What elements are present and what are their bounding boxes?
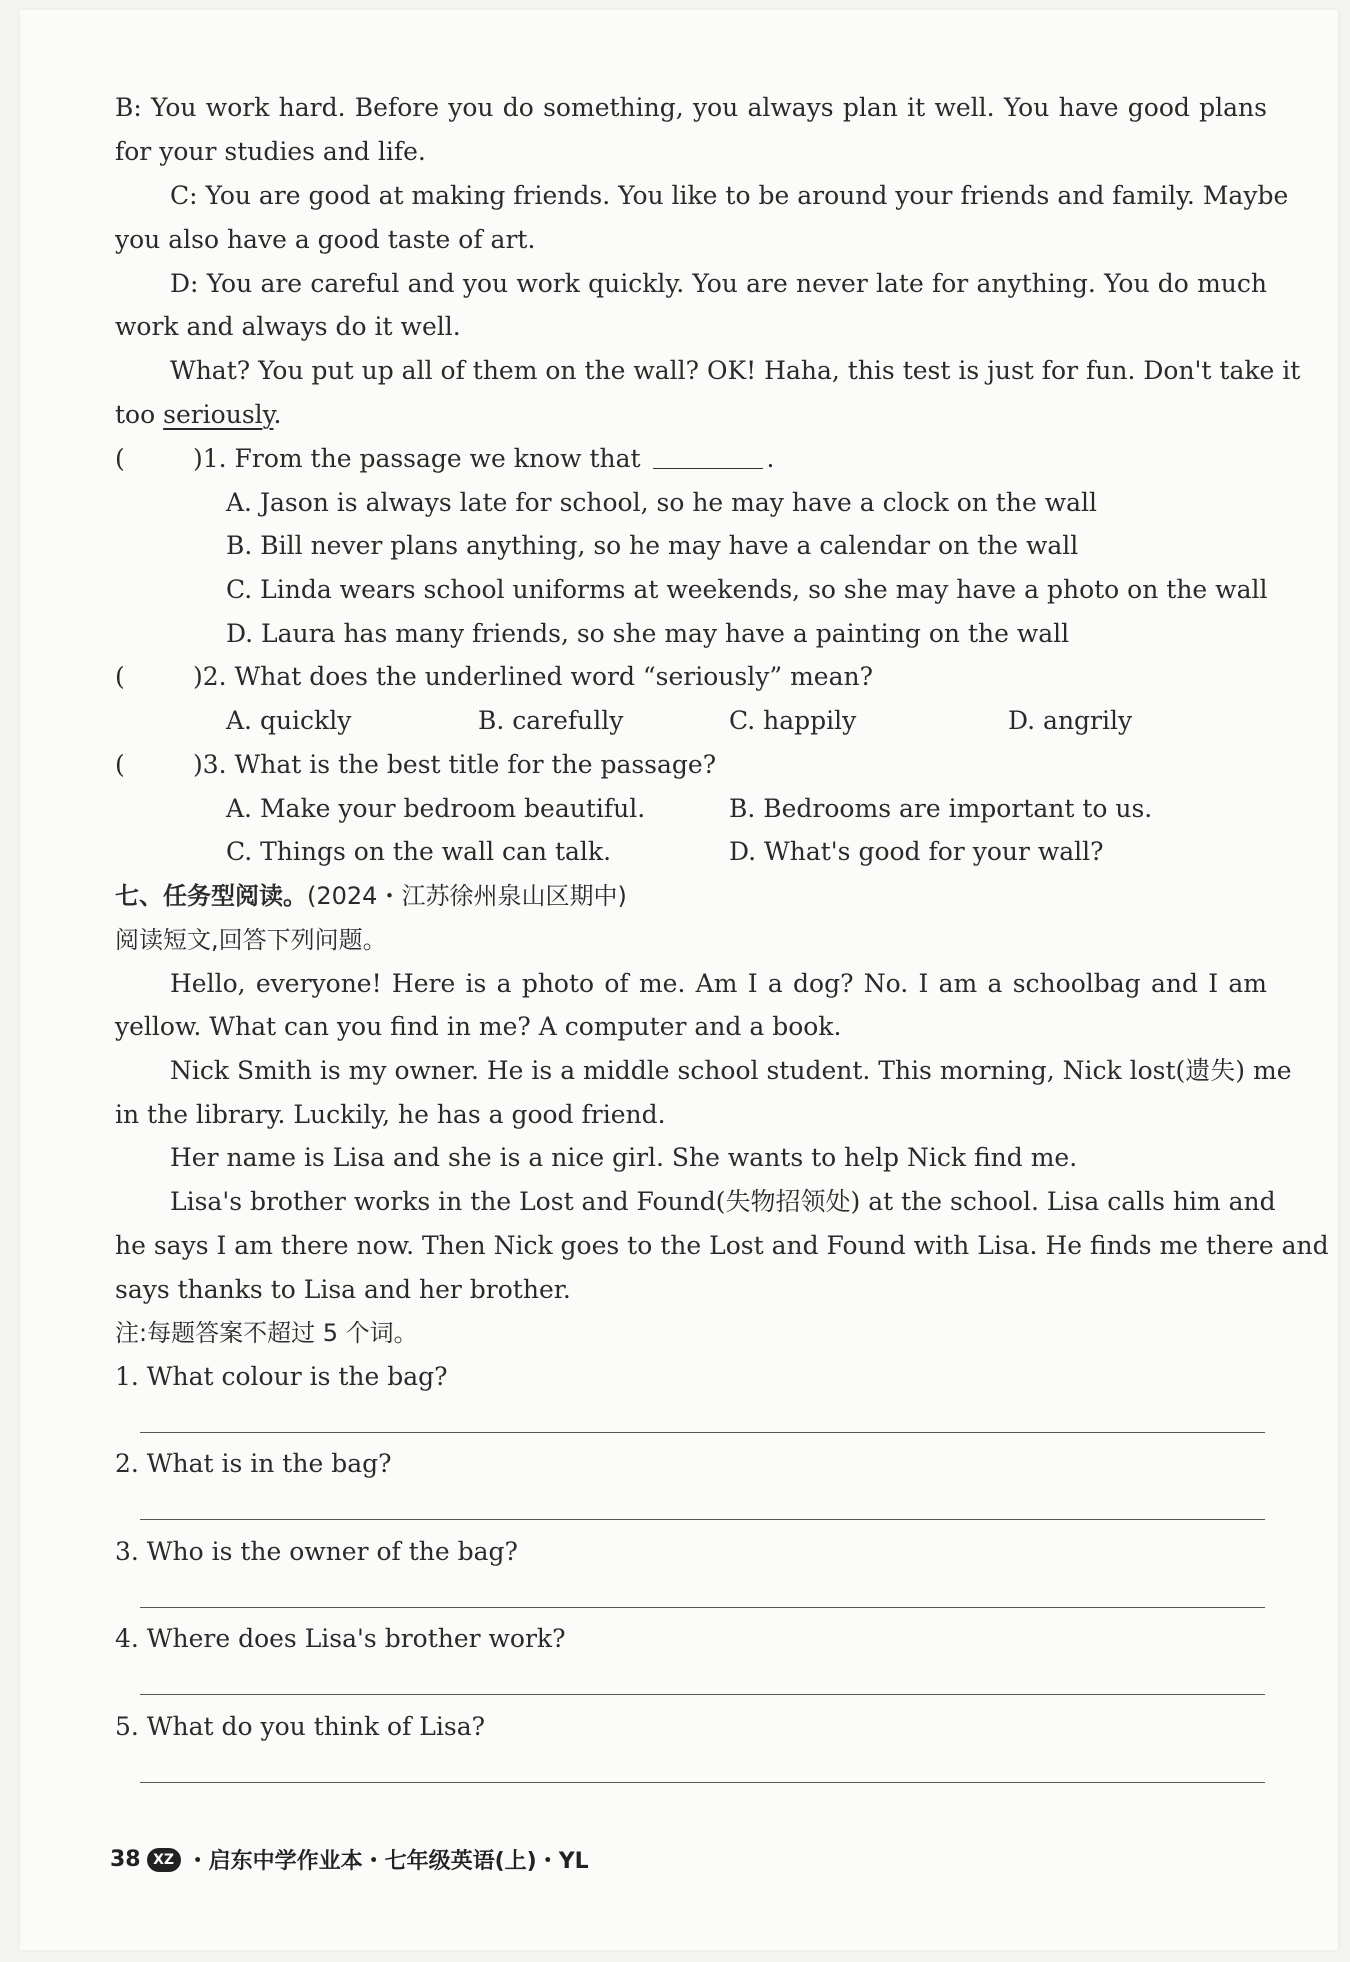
q2-option-d: D. angrily (1008, 706, 1133, 735)
question-3: ( )3. What is the best title for the passage? (115, 750, 717, 779)
q1-option-d: D. Laura has many friends, so she may have a painting on the wall (226, 619, 1070, 648)
underlined-word: seriously (163, 400, 274, 429)
story-p4-line1: Lisa's brother works in the Lost and Found(失物招领处) at the school. Lisa calls him and (170, 1187, 1276, 1216)
q3-option-d: D. What's good for your wall? (729, 837, 1104, 866)
book-title: ・启东中学作业本・七年级英语(上)・YL (186, 1849, 589, 1874)
passage-c-line2: you also have a good taste of art. (115, 225, 536, 254)
short-question-4: 4. Where does Lisa's brother work? (115, 1624, 566, 1653)
answer-line-2[interactable] (140, 1519, 1265, 1520)
passage-d-line1: D: You are careful and you work quickly. You are never late for anything. You do much (170, 269, 1267, 298)
story-p2-line1: Nick Smith is my owner. He is a middle school student. This morning, Nick lost(遗失) me (170, 1056, 1292, 1085)
story-p4-line3: says thanks to Lisa and her brother. (115, 1275, 571, 1304)
q3-option-b: B. Bedrooms are important to us. (729, 794, 1153, 823)
passage-b-line1: B: You work hard. Before you do something, you always plan it well. You have good plans (115, 93, 1267, 122)
q1-option-c: C. Linda wears school uniforms at weekends, so she may have a photo on the wall (226, 575, 1268, 604)
answer-line-3[interactable] (140, 1607, 1265, 1608)
short-question-2: 2. What is in the bag? (115, 1449, 392, 1478)
answer-line-4[interactable] (140, 1694, 1265, 1695)
question-2: ( )2. What does the underlined word “seriously” mean? (115, 662, 873, 691)
story-p1-line2: yellow. What can you find in me? A computer and a book. (115, 1012, 842, 1041)
q3-option-c: C. Things on the wall can talk. (226, 837, 612, 866)
q2-option-c: C. happily (729, 706, 857, 735)
answer-paren[interactable]: ( (115, 750, 125, 779)
short-question-3: 3. Who is the owner of the bag? (115, 1537, 518, 1566)
passage-c-line1: C: You are good at making friends. You like to be around your friends and family. Maybe (170, 181, 1289, 210)
page-number: 38 (110, 1847, 141, 1872)
page-footer (110, 1844, 589, 1875)
answer-blank[interactable] (653, 445, 763, 469)
section-instruction: 阅读短文,回答下列问题。 (115, 926, 387, 954)
passage-what-line1: What? You put up all of them on the wall? OK! Haha, this test is just for fun. Don't take it (170, 356, 1301, 385)
story-p2-line2: in the library. Luckily, he has a good friend. (115, 1100, 666, 1129)
answer-note: 注:每题答案不超过 5 个词。 (115, 1319, 418, 1347)
passage-what-line2: too seriously. (115, 400, 282, 429)
short-question-5: 5. What do you think of Lisa? (115, 1712, 486, 1741)
q3-option-a: A. Make your bedroom beautiful. (226, 794, 646, 823)
publisher-badge-icon: XZ (147, 1848, 181, 1872)
q2-option-a: A. quickly (226, 706, 352, 735)
story-p1-line1: Hello, everyone! Here is a photo of me. Am I a dog? No. I am a schoolbag and I am (170, 969, 1267, 998)
q1-option-a: A. Jason is always late for school, so he may have a clock on the wall (226, 488, 1097, 517)
passage-d-line2: work and always do it well. (115, 312, 461, 341)
story-p4-line2: he says I am there now. Then Nick goes to the Lost and Found with Lisa. He finds me there and (115, 1231, 1329, 1260)
answer-paren[interactable]: ( (115, 662, 125, 691)
short-question-1: 1. What colour is the bag? (115, 1362, 448, 1391)
answer-line-5[interactable] (140, 1782, 1265, 1783)
question-1: ( )1. From the passage we know that . (115, 444, 775, 473)
passage-b-line2: for your studies and life. (115, 137, 426, 166)
q2-option-b: B. carefully (478, 706, 624, 735)
section-source: (2024・江苏徐州泉山区期中) (307, 882, 627, 910)
section-heading: 七、任务型阅读。(2024・江苏徐州泉山区期中) (115, 882, 627, 910)
story-p3: Her name is Lisa and she is a nice girl. She wants to help Nick find me. (170, 1143, 1078, 1172)
q1-option-b: B. Bill never plans anything, so he may have a calendar on the wall (226, 531, 1079, 560)
answer-line-1[interactable] (140, 1432, 1265, 1433)
answer-paren[interactable]: ( (115, 444, 125, 473)
